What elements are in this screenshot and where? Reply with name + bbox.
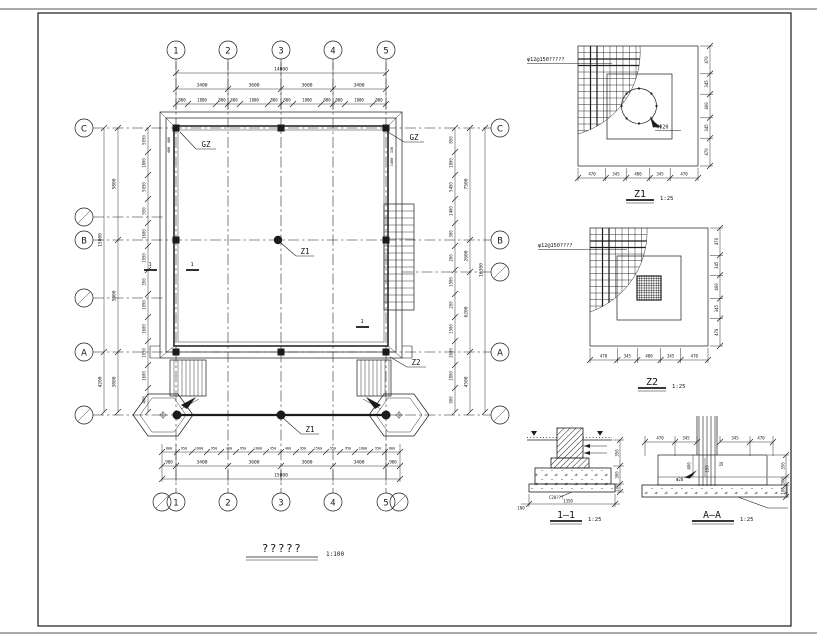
dim-text: 800 <box>165 446 173 451</box>
section-mark-label: 1 <box>360 319 364 325</box>
stair-south-west <box>170 360 206 396</box>
dim-text: 470 <box>588 171 596 177</box>
dim-text: 400 <box>704 102 709 110</box>
dim-text: 470 <box>704 56 709 64</box>
dim-text: 400 <box>225 446 233 451</box>
rebar-callout: φ12@150???? <box>538 243 573 249</box>
sheet-title-block <box>246 542 344 560</box>
dim-text: 3400 <box>196 460 208 466</box>
dim-text: 345 <box>656 171 664 177</box>
dim-text: 1800 <box>302 97 312 103</box>
grid-bubble-label: 4 <box>330 498 336 509</box>
bedding-label: C20??? <box>549 495 564 500</box>
dim-text: 800 <box>178 97 186 103</box>
dim-text: 350 <box>780 462 786 470</box>
dim-text: 470 <box>690 353 698 359</box>
sheet-title-scale: 1:100 <box>326 551 345 558</box>
section-1-1 <box>517 428 624 524</box>
dim-text: 16300 <box>479 263 485 277</box>
dim-text: 1400 <box>390 157 394 167</box>
dim-text: 470 <box>714 328 719 336</box>
dim-text: 4500 <box>464 376 470 388</box>
dim-text: 900 <box>389 459 397 465</box>
dim-text: 470 <box>714 237 719 246</box>
gz-label: GZ <box>409 133 419 142</box>
dim-text: 1800 <box>253 446 263 451</box>
sub-axis-bubble <box>491 263 509 424</box>
bedding-slab <box>642 485 787 497</box>
grid-bubble-label: A <box>497 348 503 359</box>
dim-text: 800 <box>335 97 343 103</box>
grid-bubble-label: 5 <box>383 498 389 509</box>
sheet-frame <box>0 9 817 633</box>
dim-text: 470 <box>757 435 765 441</box>
dim-text: 1500 <box>313 446 323 451</box>
grid-bubble-label: C <box>497 124 503 135</box>
dim-text: 1600 <box>141 324 147 334</box>
dim-text: 900 <box>448 396 454 404</box>
grid-bubble-label: 1 <box>173 498 179 509</box>
dim-text: 470 <box>599 353 608 359</box>
dim-text: 1050 <box>141 253 147 263</box>
dim-text: 1800 <box>358 446 368 451</box>
rebar-mesh <box>590 228 647 312</box>
dim-text: 950 <box>239 446 247 451</box>
dim-text: 800 <box>270 97 278 103</box>
dim-text: 400 <box>230 97 238 103</box>
dim-text: 800 <box>283 97 291 103</box>
dim-text: 400 <box>284 446 292 451</box>
section-cut-mark <box>141 262 369 327</box>
dim-text: 200 <box>448 254 454 262</box>
detail-scale: 1:25 <box>660 196 674 202</box>
dim-text: 400 <box>686 462 692 470</box>
dim-text: 150 <box>704 465 710 473</box>
section-scale: 1:25 <box>740 517 754 523</box>
dim-text: 1500 <box>448 277 454 287</box>
grid-bubble-label: 2 <box>225 46 231 57</box>
dim-text: 3400 <box>353 83 365 89</box>
dim-text: 850 <box>448 136 454 144</box>
dim-text: 345 <box>666 353 675 359</box>
dim-text: 800 <box>388 446 396 451</box>
dim-chain-left <box>98 125 152 415</box>
grid-bubble-label: 3 <box>278 46 284 57</box>
grid-bubble-label: 5 <box>383 46 389 57</box>
dim-text: 300 <box>614 471 620 479</box>
dim-text: 3600 <box>301 83 313 89</box>
dim-text: 1800 <box>141 158 147 168</box>
z1-label: Z1 <box>300 247 310 256</box>
detail-title: Z1 <box>633 189 647 200</box>
dim-text: 400 <box>167 146 171 154</box>
dim-text: 900 <box>165 459 173 465</box>
dim-text: 1600 <box>141 229 147 239</box>
dim-text: 14000 <box>274 67 288 73</box>
dim-text: 100 <box>780 487 786 495</box>
dim-text: 1800 <box>197 97 207 103</box>
section-scale: 1:25 <box>588 517 602 523</box>
detail-z1 <box>527 43 713 203</box>
dim-text: 3400 <box>353 460 365 466</box>
dim-text: 3600 <box>301 460 313 466</box>
dim-text: 345 <box>704 80 709 88</box>
grid-bubble-label: B <box>81 236 87 247</box>
gz-label: GZ <box>201 140 211 149</box>
dim-chain-top <box>173 62 389 110</box>
dim-text: 1800 <box>354 97 364 103</box>
dim-text: 1500 <box>448 324 454 334</box>
z1-label: Z1 <box>305 425 315 434</box>
dim-text: 2600 <box>464 250 470 262</box>
sheet-title: ????? <box>261 542 303 555</box>
dim-text: 15000 <box>98 233 104 247</box>
section-title: A—A <box>702 510 722 521</box>
dim-text: 1800 <box>249 97 259 103</box>
dim-text: 1800 <box>448 371 454 381</box>
section-mark-label: 1 <box>148 262 152 268</box>
dim-text: 2600 <box>448 348 454 358</box>
dim-text: 300 <box>780 477 786 485</box>
dim-text: 200 <box>448 301 454 309</box>
dim-text: 15800 <box>274 473 288 479</box>
footing-concrete <box>535 468 611 484</box>
dim-text: 400 <box>645 353 653 359</box>
dim-text: 300 <box>448 230 454 238</box>
dim-text: 100 <box>614 484 620 492</box>
grid-bubble-label: A <box>81 348 87 359</box>
dim-text: 950 <box>329 446 337 451</box>
bar-callout: Φ20 <box>676 477 684 482</box>
bedding-slab <box>529 484 615 492</box>
dim-text: 800 <box>218 97 226 103</box>
dim-text: 470 <box>704 148 709 156</box>
dim-text: 100 <box>517 505 525 511</box>
dim-text: 1800 <box>194 446 204 451</box>
dim-text: 1600 <box>141 371 147 381</box>
dim-text: 50 <box>719 461 724 467</box>
dim-text: 950 <box>374 446 382 451</box>
dim-text: 950 <box>269 446 277 451</box>
dim-text: 470 <box>656 435 664 441</box>
column-hatch <box>557 428 583 458</box>
dim-text: 3400 <box>196 83 208 89</box>
z2-label: Z2 <box>411 358 421 367</box>
dim-text: 4200 <box>98 376 104 388</box>
dim-text: 1400 <box>448 206 454 216</box>
grid-bubble-label: B <box>497 236 503 247</box>
grid-bubbles <box>75 41 509 511</box>
dim-text: 5800 <box>112 178 118 190</box>
dim-text: 950 <box>180 446 188 451</box>
detail-z2 <box>538 225 723 391</box>
level-mark <box>531 431 537 436</box>
grid-bubble-label: C <box>81 124 87 135</box>
level-mark <box>597 431 603 436</box>
dim-text: 400 <box>634 171 642 177</box>
dim-text: 7500 <box>464 178 470 190</box>
grid-bubble-label: 4 <box>330 46 336 57</box>
dim-text: 400 <box>141 396 147 404</box>
dim-text: 5450 <box>448 182 454 192</box>
dim-text: 350 <box>141 278 147 286</box>
section-title: 1—1 <box>556 510 576 521</box>
dim-text: 345 <box>612 171 620 177</box>
dim-text: 400 <box>714 283 719 291</box>
dim-text: 800 <box>323 97 331 103</box>
dim-text: 345 <box>714 304 719 313</box>
dim-text: 345 <box>714 261 719 269</box>
dim-text: 1050 <box>141 300 147 310</box>
grid-bubble-label: 3 <box>278 498 284 509</box>
bar-callout: 4Φ20 <box>656 124 669 131</box>
rebar-mesh <box>578 46 640 134</box>
dim-text: 130 <box>390 146 394 154</box>
dim-chain-right <box>449 125 489 415</box>
detail-title: Z2 <box>645 377 659 388</box>
dim-text: 950 <box>210 446 218 451</box>
dim-text: 800 <box>375 97 383 103</box>
dim-text: 5900 <box>112 290 118 302</box>
section-a-a <box>642 416 789 524</box>
dim-text: 5050 <box>141 135 147 145</box>
dim-text: 470 <box>680 171 688 177</box>
grid-bubble-label: 2 <box>225 498 231 509</box>
dim-text: 3600 <box>248 460 260 466</box>
dim-text: 950 <box>344 446 352 451</box>
dim-text: 1050 <box>141 348 147 358</box>
pedestal-hatch <box>551 458 589 468</box>
dim-text: 345 <box>704 124 709 132</box>
rebar-callout: φ12@150????? <box>527 57 565 63</box>
dim-text: 400 <box>167 136 171 144</box>
dim-text: 1350 <box>563 498 573 504</box>
dim-text: 350 <box>614 449 620 457</box>
section-mark-label: 1 <box>190 262 194 268</box>
grid-axes <box>93 59 491 493</box>
grid-bubble-label: 1 <box>173 46 179 57</box>
dim-text: 345 <box>682 435 690 441</box>
dim-text: 3800 <box>112 376 118 388</box>
dim-text: 1800 <box>448 158 454 168</box>
dim-text: 6200 <box>464 306 470 318</box>
dim-text: 3600 <box>248 83 260 89</box>
dim-text: 550 <box>141 207 147 215</box>
dim-text: 950 <box>299 446 307 451</box>
dim-text: 5050 <box>141 182 147 192</box>
dim-text: 345 <box>731 435 739 441</box>
detail-scale: 1:25 <box>672 384 686 390</box>
dim-text: 345 <box>623 353 631 359</box>
